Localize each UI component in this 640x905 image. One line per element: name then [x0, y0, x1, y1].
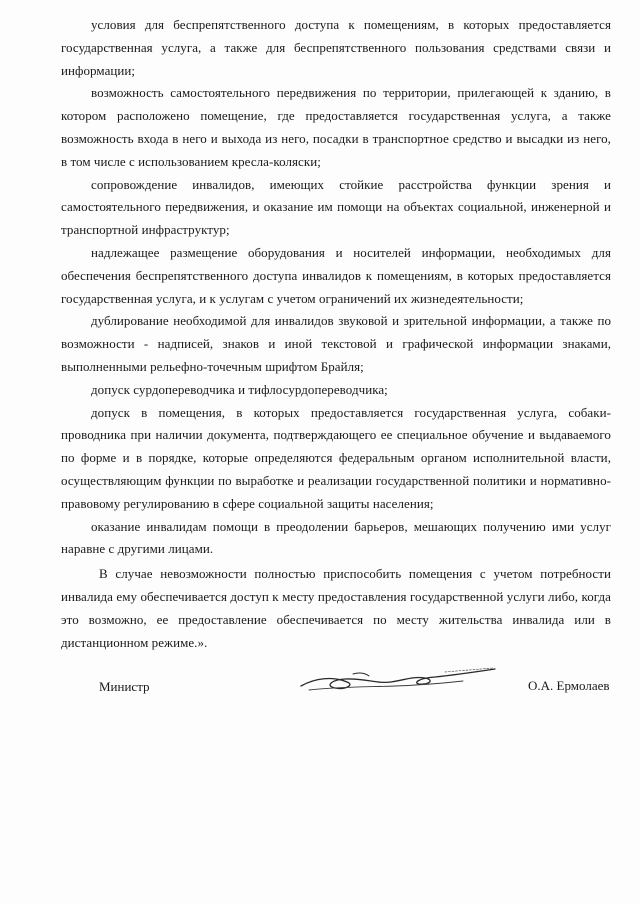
handwritten-signature — [295, 660, 500, 700]
signature-block — [0, 672, 640, 712]
document-body — [61, 14, 611, 654]
signatory-role: Министр — [99, 679, 150, 694]
signatory-name: О.А. Ермолаев — [528, 678, 610, 693]
paragraph-guide-dog-admission: допуск в помещения, в которых предоставляется государственная услуга, собаки-проводника при наличии документа, подтверждающего ее специальное обучение и выдаваемого по форме и в порядке, которые определяются федеральным органом исполнительной власти, осуществляющим функции по выработке и реализации государственной политики и нормативно-правовому регулированию в сфере социальной защиты населения; — [61, 404, 611, 511]
paragraph-equipment-placement: надлежащее размещение оборудования и носителей информации, необходимых для обеспечения беспрепятственного доступа инвалидов к помещениям, в которых предоставляется государственная услуга, и к услугам с учетом ограничений их жизнедеятельности; — [61, 244, 611, 306]
paragraph-access-conditions: условия для беспрепятственного доступа к помещениям, в которых предоставляется государственная услуга, а также для беспрепятственного пользования средствами связи и информации; — [61, 17, 611, 78]
paragraph-remote-provision: В случае невозможности полностью приспособить помещения с учетом потребности инвалида ему обеспечивается доступ к месту предоставления государственной услуги либо, когда это возможно, ее предоставление обеспечивается по месту жительства инвалида или в дистанционном режиме.». — [61, 566, 611, 650]
paragraph-independent-movement: возможность самостоятельного передвижения по территории, прилегающей к зданию, в котором расположено помещение, где предоставляется государственная услуга, а также возможность входа в него и выхода из него, посадки в транспортное средство и высадки из него, в том числе с использованием кресла-коляски; — [61, 85, 611, 169]
paragraph-escort: сопровождение инвалидов, имеющих стойкие расстройства функции зрения и самостоятельного передвижения, и оказание им помощи на объектах социальной, инженерной и транспортной инфраструктур; — [61, 176, 611, 238]
paragraph-barrier-assistance: оказание инвалидам помощи в преодолении барьеров, мешающих получению ими услуг наравне с другими лицами. — [61, 518, 611, 557]
paragraph-information-duplication: дублирование необходимой для инвалидов звуковой и зрительной информации, а также по возможности - надписей, знаков и иной текстовой и графической информации знаками, выполненными рельефно-точечным шрифтом Брайля; — [61, 313, 611, 374]
paragraph-interpreter-admission: допуск сурдопереводчика и тифлосурдопереводчика; — [91, 381, 388, 397]
